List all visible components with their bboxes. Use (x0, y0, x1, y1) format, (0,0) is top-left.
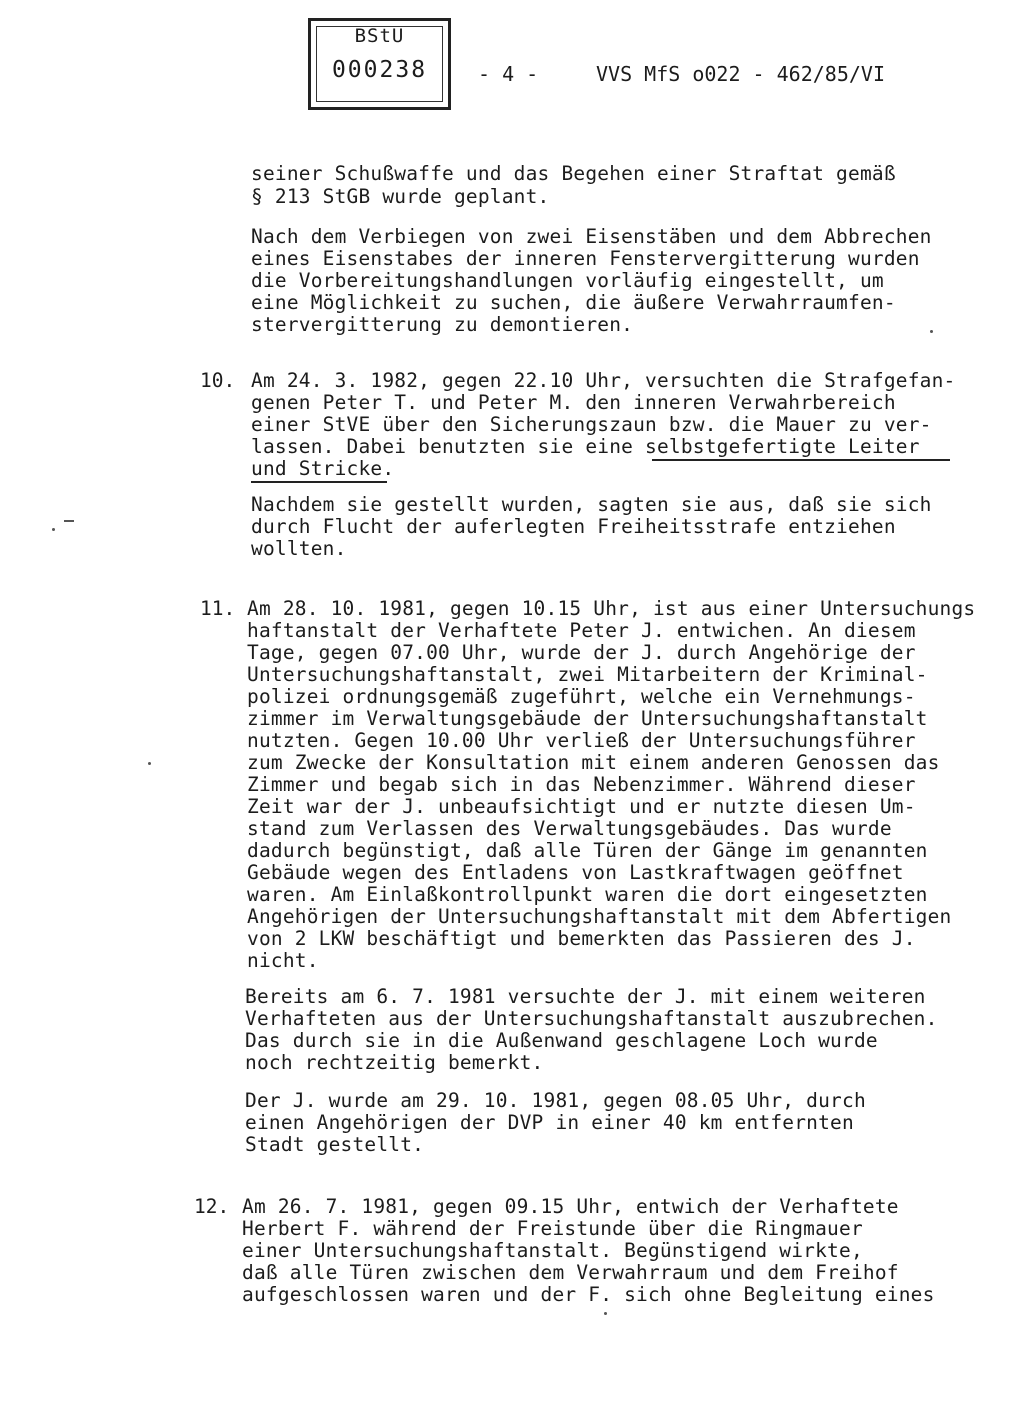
text-line: Nachdem sie gestellt wurden, sagten sie aus, daß sie sich (251, 493, 932, 516)
text-line: Nach dem Verbiegen von zwei Eisenstäben und dem Abbrechen (251, 225, 932, 248)
text-line: Tage, gegen 07.00 Uhr, wurde der J. durch Angehörige der (247, 641, 916, 664)
item-number-12: 12. (194, 1195, 230, 1218)
text-line: Der J. wurde am 29. 10. 1981, gegen 08.05 Uhr, durch (245, 1089, 866, 1112)
text-line: § 213 StGB wurde geplant. (251, 185, 550, 208)
text-line: Verhafteten aus der Untersuchungshaftanstalt auszubrechen. (245, 1007, 938, 1030)
handwritten-underline (652, 459, 950, 461)
text-line: eine Möglichkeit zu suchen, die äußere Verwahrraumfen- (251, 291, 896, 314)
handwritten-underline (251, 481, 387, 483)
item-number-11: 11. (200, 597, 236, 620)
text-line: die Vorbereitungshandlungen vorläufig eingestellt, um (251, 269, 884, 292)
text-line: daß alle Türen zwischen dem Verwahrraum und dem Freihof (242, 1261, 899, 1284)
text-line: Das durch sie in die Außenwand geschlagene Loch wurde (245, 1029, 878, 1052)
text-line: einen Angehörigen der DVP in einer 40 km entfernten (245, 1111, 854, 1134)
text-line: Herbert F. während der Freistunde über die Ringmauer (242, 1217, 863, 1240)
text-line: wollten. (251, 537, 347, 560)
text-line: Angehörigen der Untersuchungshaftanstalt mit dem Abfertigen (247, 905, 952, 928)
text-line: nicht. (247, 949, 319, 972)
scan-speck (604, 1312, 607, 1315)
text-line: Zeit war der J. unbeaufsichtigt und er nutzte diesen Um- (247, 795, 916, 818)
text-line: Gebäude wegen des Entladens von Lastkraftwagen geöffnet (247, 861, 904, 884)
text-line: haftanstalt der Verhaftete Peter J. entwichen. An diesem (247, 619, 916, 642)
text-line: eines Eisenstabes der inneren Fenstervergitterung wurden (251, 247, 920, 270)
text-line: aufgeschlossen waren und der F. sich ohne Begleitung eines (242, 1283, 935, 1306)
text-line: einer Untersuchungshaftanstalt. Begünstigend wirkte, (242, 1239, 863, 1262)
text-line: genen Peter T. und Peter M. den inneren Verwahrbereich (251, 391, 896, 414)
text-line: Zimmer und begab sich in das Nebenzimmer. Während dieser (247, 773, 916, 796)
text-line: polizei ordnungsgemäß zugeführt, welche ein Vernehmungs- (247, 685, 916, 708)
text-line: Am 26. 7. 1981, gegen 09.15 Uhr, entwich der Verhaftete (242, 1195, 899, 1218)
text-line: durch Flucht der auferlegten Freiheitsstrafe entziehen (251, 515, 896, 538)
stamp-title: BStU (354, 25, 405, 47)
text-line: nutzten. Gegen 10.00 Uhr verließ der Untersuchungsführer (247, 729, 916, 752)
text-line: lassen. Dabei benutzten sie eine selbstgefertigte Leiter (251, 435, 920, 458)
item-number-10: 10. (200, 369, 236, 392)
document-reference: VVS MfS o022 - 462/85/VI (596, 62, 885, 86)
text-line: zimmer im Verwaltungsgebäude der Untersuchungshaftanstalt (247, 707, 928, 730)
text-line: waren. Am Einlaßkontrollpunkt waren die dort eingesetzten (247, 883, 928, 906)
text-line: dadurch begünstigt, daß alle Türen der Gänge im genannten (247, 839, 928, 862)
text-line: stand zum Verlassen des Verwaltungsgebäudes. Das wurde (247, 817, 892, 840)
text-line: Untersuchungshaftanstalt, zwei Mitarbeitern der Kriminal- (247, 663, 928, 686)
text-line: zum Zwecke der Konsultation mit einem anderen Genossen das (247, 751, 940, 774)
text-line: Bereits am 6. 7. 1981 versuchte der J. mit einem weiteren (245, 985, 926, 1008)
stamp-number: 000238 (331, 57, 428, 83)
text-line: einer StVE über den Sicherungszaun bzw. die Mauer zu ver- (251, 413, 932, 436)
page-number: - 4 - (478, 62, 539, 86)
text-line: Am 24. 3. 1982, gegen 22.10 Uhr, versuchten die Strafgefan- (251, 369, 956, 392)
text-line: und Stricke. (251, 457, 395, 480)
scan-speck (52, 528, 55, 531)
text-line: Stadt gestellt. (245, 1133, 425, 1156)
text-line: noch rechtzeitig bemerkt. (245, 1051, 544, 1074)
scan-speck (148, 762, 151, 765)
scan-speck (930, 330, 933, 333)
scan-speck (64, 520, 74, 522)
text-line: Am 28. 10. 1981, gegen 10.15 Uhr, ist aus einer Untersuchungs (247, 597, 976, 620)
archive-stamp (308, 18, 451, 110)
text-line: stervergitterung zu demontieren. (251, 313, 634, 336)
text-line: seiner Schußwaffe und das Begehen einer Straftat gemäß (251, 162, 896, 185)
text-line: von 2 LKW beschäftigt und bemerkten das Passieren des J. (247, 927, 916, 950)
